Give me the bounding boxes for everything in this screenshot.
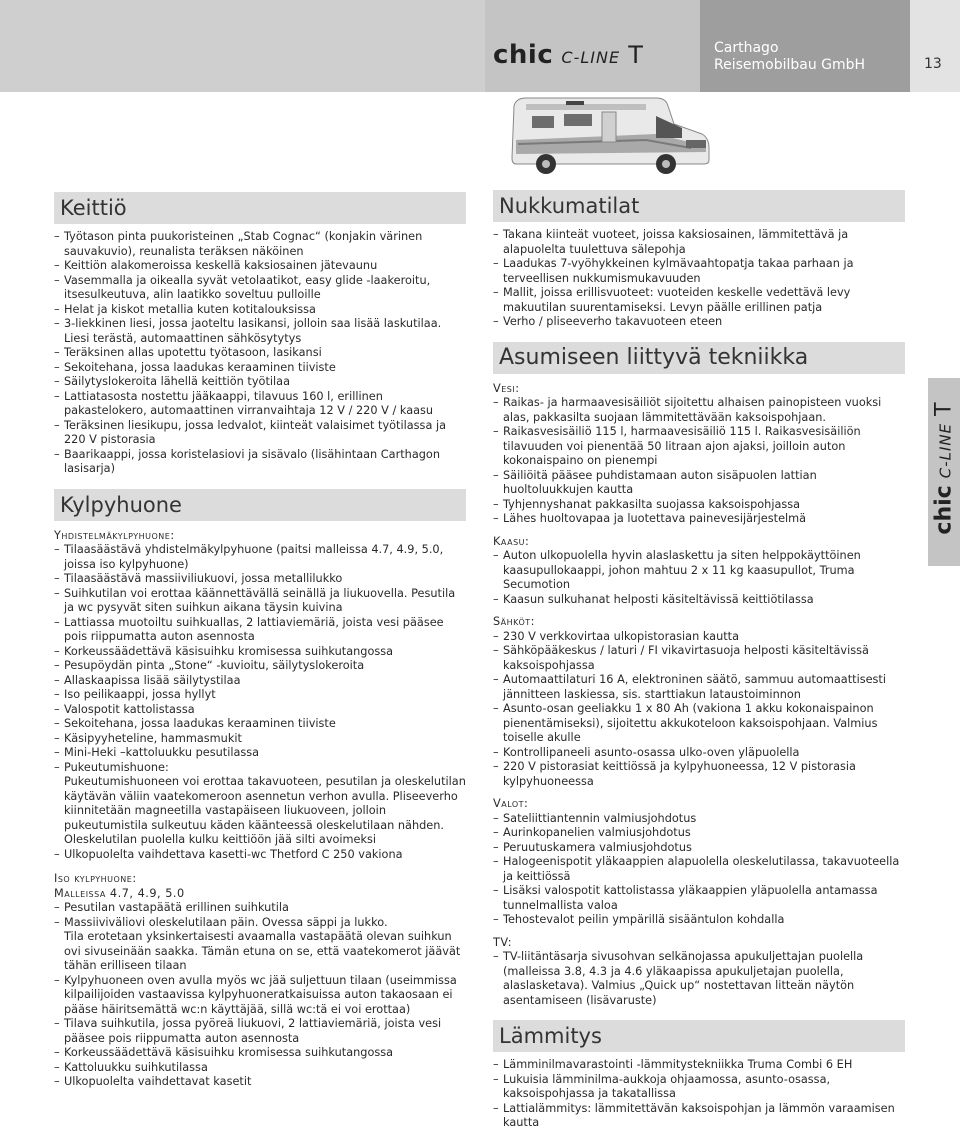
- list-item: – Ulkopuolelta vaihdettava kasetti-wc Thetford C 250 vakiona: [54, 848, 466, 863]
- list-item: – Raikasvesisäiliö 115 l, harmaavesisäiliö 115 l. Raikasvesisäiliön tilavuuden voi pienentää 50 litraan ajon ajaksi, joilloin auton kokonaispaino on pienempi: [493, 425, 905, 469]
- list-item: – Työtason pinta puukoristeinen „Stab Cognac“ (konjakin värinen sauvakuvio), reunalista teräksen näköinen: [54, 230, 466, 259]
- list-item: – Tilaasäästävä massiiviliukuovi, jossa metallilukko: [54, 572, 466, 587]
- list-item: – Vasemmalla ja oikealla syvät vetolaatikot, easy glide -laakeroitu, itsesulkeutuva, alin laatikko soveltuu pulloille: [54, 274, 466, 303]
- list-item: – Lattiatasosta nostettu jääkaappi, tilavuus 160 l, erillinen pakastelokero, automaattinen virranvaihtaja 12 V / 220 V / kaasu: [54, 390, 466, 419]
- list-item: – Lukuisia lämminilma-aukkoja ohjaamossa, asunto-osassa, kaksoispohjassa ja takatallissa: [493, 1073, 905, 1102]
- list-item: – Kontrollipaneeli asunto-osassa ulko-oven yläpuolella: [493, 746, 905, 761]
- list-item: – Tyhjennyshanat pakkasilta suojassa kaksoispohjassa: [493, 498, 905, 513]
- right-column: [493, 190, 905, 1131]
- motorhome-image: [506, 94, 711, 176]
- brand-cline: C-LINE: [561, 48, 621, 67]
- list-item: – Tehostevalot peilin ympärillä sisääntulon kohdalla: [493, 913, 905, 928]
- list-item: – Laadukas 7-vyöhykkeinen kylmävaahtopatja takaa parhaan ja terveellisen nukkumismukavuuden: [493, 257, 905, 286]
- valot-list: [493, 812, 905, 928]
- list-item: – Lämminilmavarastointi -lämmitystekniikka Truma Combi 6 EH: [493, 1058, 905, 1073]
- list-item: – Kattoluukku suihkutilassa: [54, 1061, 466, 1076]
- list-item: – Sateliittiantennin valmiusjohdotus: [493, 812, 905, 827]
- header-left-band: [0, 0, 485, 92]
- list-item: – Lähes huoltovapaa ja luotettava painevesijärjestelmä: [493, 512, 905, 527]
- list-item: – Asunto-osan geeliakku 1 x 80 Ah (vakiona 1 akku kokonaispainon pienentämiseksi), sijoitettu akkukoteloon kaksoispohjaan. Valmius toiselle akulle: [493, 702, 905, 746]
- list-item: – Aurinkopanelien valmiusjohdotus: [493, 826, 905, 841]
- list-item: – Teräksinen allas upotettu työtasoon, lasikansi: [54, 346, 466, 361]
- iso-kylpyhuone-text: Tila erotetaan yksinkertaisesti avaamalla vastapäätä olevan suihkun ovi sivuseinään saakka. Tämän etuna on se, että vaatekomerot jäävät tähän erilliseen tilaan: [64, 930, 461, 972]
- valot-subheading: Valot:: [493, 797, 529, 810]
- list-item: – Verho / pliseeverho takavuoteen eteen: [493, 315, 905, 330]
- list-item: – 220 V pistorasiat keittiössä ja kylpyhuoneessa, 12 V pistorasia kylpyhuoneessa: [493, 760, 905, 789]
- list-item: – Takana kiinteät vuoteet, joissa kaksiosainen, lämmitettävä ja alapuolelta tuulettuva sälepohja: [493, 228, 905, 257]
- iso-kylpyhuone-subheading: Iso kylpyhuone:: [54, 872, 137, 885]
- list-item: – Auton ulkopuolella hyvin alaslaskettu ja siten helppokäyttöinen kaasupullokaappi, johon mahtuu 2 x 11 kg kaasupullot, Truma Secumotion: [493, 549, 905, 593]
- list-item: – Lisäksi valospotit kattolistassa yläkaappien yläpuolella antamassa tunnelmallista valoa: [493, 884, 905, 913]
- list-item: – Iso peilikaappi, jossa hyllyt: [54, 688, 466, 703]
- sahkot-subheading: Sähköt:: [493, 615, 535, 628]
- side-brand-tab: [928, 378, 960, 566]
- company-subname: Reisemobilbau GmbH: [714, 57, 866, 73]
- yhdistelma-subheading: Yhdistelmäkylpyhuone:: [54, 528, 175, 542]
- list-item: – Käsipyyheteline, hammasmukit: [54, 732, 466, 747]
- asumis-tekniikka-heading: Asumiseen liittyvä tekniikka: [493, 342, 905, 374]
- list-item: – Mini-Heki –kattoluukku pesutilassa: [54, 746, 466, 761]
- yhdistelma-list: [54, 543, 466, 862]
- list-item: – Säiliöitä pääsee puhdistamaan auton sisäpuolen lattian huoltoluukkujen kautta: [493, 469, 905, 498]
- brand-chic: chic: [493, 40, 554, 70]
- list-item: – Massiiviväliovi oleskelutilaan päin. Ovessa säppi ja lukko.: [54, 916, 466, 931]
- list-item: – Pesutilan vastapäätä erillinen suihkutila: [54, 901, 466, 916]
- list-item: – TV-liitäntäsarja sivusohvan selkänojassa apukuljettajan puolella (malleissa 3.8, 4.3 ja 4.6 yläkaapissa apukuljetajan puolella, alaslasketava). Valmius „Quick up“ nostettavan litteän näytön asentamiseen (lisävaruste): [493, 950, 905, 1008]
- list-item: – Raikas- ja harmaavesisäiliöt sijoitettu alhaisen painopisteen vuoksi alas, pakkasilta suojaan lämmitettävään kaksoispohjaan.: [493, 396, 905, 425]
- sahkot-list: [493, 630, 905, 790]
- list-item: – Pukeutumishuone:: [54, 761, 466, 776]
- keittio-heading: Keittiö: [54, 192, 466, 224]
- side-brand-t: T: [931, 402, 957, 416]
- list-item: – Sekoitehana, jossa laadukas keraaminen tiiviste: [54, 361, 466, 376]
- list-item: – Halogeenispotit yläkaappien alapuolella oleskelutilassa, takavuoteella ja keittiössä: [493, 855, 905, 884]
- iso-kylpyhuone-list: [54, 901, 466, 1090]
- side-brand-cline: C-LINE: [936, 422, 955, 479]
- list-item: – Peruutuskamera valmiusjohdotus: [493, 841, 905, 856]
- list-item: – Keittiön alakomeroissa keskellä kaksiosainen jätevaunu: [54, 259, 466, 274]
- nukkumatilat-list: [493, 228, 905, 330]
- list-item: – Teräksinen liesikupu, jossa ledvalot, kiinteät valaisimet työtilassa ja 220 V pistorasia: [54, 419, 466, 448]
- list-item: – Helat ja kiskot metallia kuten kotitalouksissa: [54, 303, 466, 318]
- list-item: – 230 V verkkovirtaa ulkopistorasian kautta: [493, 630, 905, 645]
- page-number-box: [910, 0, 960, 92]
- vesi-list: [493, 396, 905, 527]
- list-item: – Tilava suihkutila, jossa pyöreä liukuovi, 2 lattiaviemäriä, joista vesi pääsee pois riippumatta auton asennosta: [54, 1017, 466, 1046]
- company-name: Carthago: [714, 40, 779, 56]
- tv-list: [493, 950, 905, 1008]
- list-item: – Kaasun sulkuhanat helposti käsiteltävissä keittiötilassa: [493, 593, 905, 608]
- page-number: 13: [924, 56, 942, 72]
- list-item: – 3-liekkinen liesi, jossa jaoteltu lasikansi, jolloin saa lisää laskutilaa. Liesi terästä, automaattinen sähkösytytys: [54, 317, 466, 346]
- list-item: – Suihkutilan voi erottaa käännettävällä seinällä ja liukuovella. Pesutila ja wc pysyvät siten suihkun aikana täysin kuivina: [54, 587, 466, 616]
- left-column: [54, 192, 466, 1090]
- vesi-subheading: Vesi:: [493, 381, 520, 395]
- list-item: – Tilaasäästävä yhdistelmäkylpyhuone (paitsi malleissa 4.7, 4.9, 5.0, joissa iso kylpyhuone): [54, 543, 466, 572]
- kaasu-list: [493, 549, 905, 607]
- brand-t: T: [628, 41, 644, 69]
- kaasu-subheading: Kaasu:: [493, 534, 530, 548]
- list-item: – Sähköpääkeskus / laturi / FI vikavirtasuoja helposti käsiteltävissä kaksoispohjassa: [493, 644, 905, 673]
- list-item: – Pesupöydän pinta „Stone“ -kuvioitu, säilytyslokeroita: [54, 659, 466, 674]
- list-item: – Kylpyhuoneen oven avulla myös wc jää suljettuun tilaan (useimmissa kilpailijoiden vastaavissa kylpyhuoneratkaisuissa auton takaosaan ei pääse häiritsemättä wc:n käyttäjää, sillä wc:tä ei voi erottaa): [54, 974, 466, 1018]
- keittio-list: [54, 230, 466, 477]
- list-item: – Automaattilaturi 16 A, elektroninen säätö, sammuu automaattisesti jännitteen laskiessa, sis. starttiakun lataustoiminnon: [493, 673, 905, 702]
- list-item: – Säilytyslokeroita lähellä keittiön työtilaa: [54, 375, 466, 390]
- list-item: – Mallit, joissa erillisvuoteet: vuoteiden keskelle vedettävä levy makuutilan suurentamiseksi. Levyn päälle erillinen patja: [493, 286, 905, 315]
- brand-box: [485, 0, 700, 92]
- kylpyhuone-heading: Kylpyhuone: [54, 489, 466, 521]
- pukeutuminen-text: Pukeutumishuoneen voi erottaa takavuoteen, pesutilan ja oleskelutilan käytävän väliin vaatekomeroon asennetun verhon avulla. Pliseeverho kiinnitetään magneetilla vastapäiseen liukuoveen, jolloin pukeutumistila sulkeutuu käden käänteessä oleskelutilaan nähden. Oleskelutilan puolella kulku keittiöön jää silti avoimeksi: [64, 775, 466, 846]
- list-item: – Lattiassa muotoiltu suihkuallas, 2 lattiaviemäriä, joista vesi pääsee pois riippumatta auton asennosta: [54, 616, 466, 645]
- side-brand-chic: chic: [931, 485, 957, 535]
- side-brand-logo: [932, 389, 957, 549]
- tv-subheading: TV:: [493, 935, 513, 949]
- list-item: – Korkeussäädettävä käsisuihku kromisessa suihkutangossa: [54, 645, 466, 660]
- list-item: – Korkeussäädettävä käsisuihku kromisessa suihkutangossa: [54, 1046, 466, 1061]
- nukkumatilat-heading: Nukkumatilat: [493, 190, 905, 222]
- list-item: – Ulkopuolelta vaihdettavat kasetit: [54, 1075, 466, 1090]
- company-box: [700, 0, 910, 92]
- list-item: – Baarikaappi, jossa koristelasiovi ja sisävalo (lisähintaan Carthagon lasisarja): [54, 448, 466, 477]
- list-item: – Lattialämmitys: lämmitettävän kaksoispohjan ja lämmön varaamisen kautta: [493, 1102, 905, 1131]
- brand-logo: [493, 40, 643, 70]
- list-item: – Valospotit kattolistassa: [54, 703, 466, 718]
- iso-kylpyhuone-models: Malleissa 4.7, 4.9, 5.0: [54, 886, 185, 900]
- list-item: – Sekoitehana, jossa laadukas keraaminen tiiviste: [54, 717, 466, 732]
- lammitys-list: [493, 1058, 905, 1131]
- list-item: – Allaskaapissa lisää säilytystilaa: [54, 674, 466, 689]
- lammitys-heading: Lämmitys: [493, 1020, 905, 1052]
